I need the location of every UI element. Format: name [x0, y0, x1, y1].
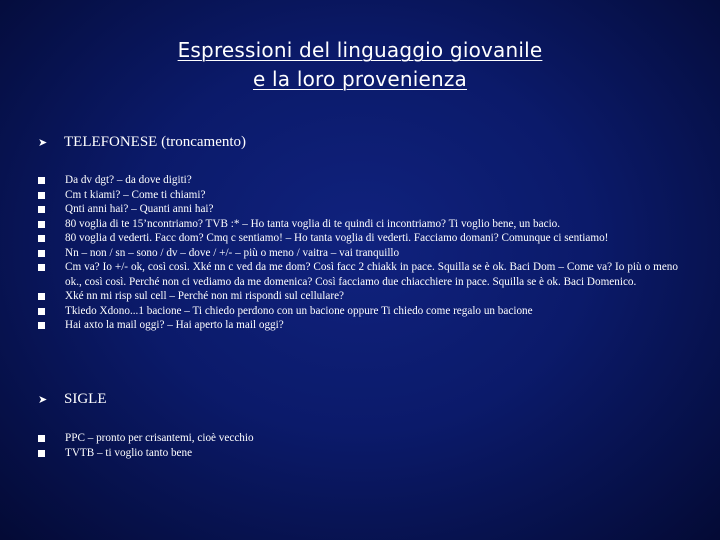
square-bullet-icon [38, 264, 45, 271]
title-line-1: Espressioni del linguaggio giovanile [177, 38, 543, 62]
section-heading-text: SIGLE [64, 390, 107, 407]
square-bullet-icon [38, 221, 45, 228]
telefonese-list [38, 173, 678, 333]
square-bullet-icon [38, 308, 45, 315]
square-bullet-icon [38, 435, 45, 442]
section-heading-text: TELEFONESE (troncamento) [64, 133, 247, 150]
arrow-bullet-icon: ➤ [38, 392, 48, 406]
list-item: Hai axto la mail oggi? – Hai aperto la mail oggi? [38, 318, 678, 333]
arrow-bullet-icon: ➤ [38, 135, 48, 149]
list-item: 80 voglia d vederti. Facc dom? Cmq c sentiamo! – Ho tanta voglia di vederti. Facciamo domani? Comunque ci sentiamo! [38, 231, 678, 246]
list-item: Qnti anni hai? – Quanti anni hai? [38, 202, 678, 217]
square-bullet-icon [38, 450, 45, 457]
square-bullet-icon [38, 322, 45, 329]
square-bullet-icon [38, 206, 45, 213]
square-bullet-icon [38, 293, 45, 300]
list-item: Xké nn mi risp sul cell – Perché non mi rispondi sul cellulare? [38, 289, 678, 304]
list-item: Cm t kiami? – Come ti chiami? [38, 188, 678, 203]
square-bullet-icon [38, 250, 45, 257]
square-bullet-icon [38, 235, 45, 242]
section-heading-telefonese [38, 131, 246, 153]
list-item: Cm va? Io +/- ok, così così. Xké nn c ved da me dom? Così facc 2 chiakk in pace. Squilla se è ok. Baci Dom – Come va? Io più o meno ok., così così. Perché non ci vediamo da me domenica? Così facciamo due chiacchiere in pace. Squilla se è ok. Baci Domenico. [38, 260, 678, 289]
list-item: Da dv dgt? – da dove digiti? [38, 173, 678, 188]
section-heading-sigle [38, 388, 107, 410]
square-bullet-icon [38, 192, 45, 199]
list-item: TVTB – ti voglio tanto bene [38, 446, 678, 461]
list-item: Nn – non / sn – sono / dv – dove / +/- – più o meno / vaitra – vai tranquillo [38, 246, 678, 261]
list-item: PPC – pronto per crisantemi, cioè vecchio [38, 431, 678, 446]
square-bullet-icon [38, 177, 45, 184]
title-line-2: e la loro provenienza [252, 67, 468, 91]
list-item: Tkiedo Xdono...1 bacione – Ti chiedo perdono con un bacione oppure Ti chiedo come regalo un bacione [38, 304, 678, 319]
slide-title [0, 36, 720, 94]
sigle-list [38, 431, 678, 460]
list-item: 80 voglia di te 15’ncontriamo? TVB :* – Ho tanta voglia di te quindi ci incontriamo? Ti voglio bene, un bacio. [38, 217, 678, 232]
